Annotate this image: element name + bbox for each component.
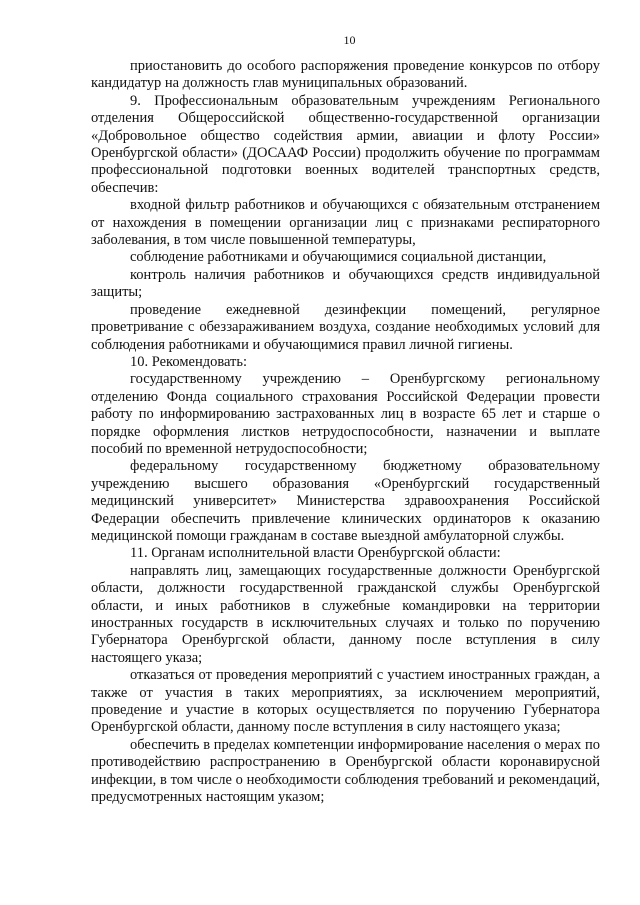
- paragraph-social-distance: соблюдение работниками и обучающимися социальной дистанции,: [130, 249, 547, 266]
- paragraph-medical-university: федеральному государственному бюджетному образовательному учреждению высшего образования «Оренбургский государственный медицинский университет» Министерства здравоохранения Российской Федерации обеспечить привлечение клинических ординаторов к оказанию медицинской помощи гражданам в составе выездной амбулаторной службы.: [91, 458, 600, 544]
- paragraph-9-dosaaf: 9. Профессиональным образовательным учреждениям Регионального отделения Общероссийской общественно-государственной организации «Добровольное общество содействия армии, авиации и флоту России» Оренбургской области» (ДОСААФ России) продолжить обучение по программам профессиональной подготовки военных водителей транспортных средств, обеспечив:: [91, 92, 600, 196]
- page-number: 10: [343, 33, 356, 47]
- paragraph-10-recommend: 10. Рекомендовать:: [130, 353, 248, 370]
- paragraph-entry-filter: входной фильтр работников и обучающихся с обязательным отстранением от нахождения в помещении организации лиц с признаками респираторного заболевания, в том числе повышенной температуры,: [91, 197, 600, 249]
- paragraph-ppe-control: контроль наличия работников и обучающихся средств индивидуальной защиты;: [91, 266, 600, 301]
- paragraph-foreign-events: отказаться от проведения мероприятий с участием иностранных граждан, а также от участия в таких мероприятиях, за исключением мероприятий, проведение и участие в которых осуществляется по поручению Губернатора Оренбургской области, данному после вступления в силу настоящего указа;: [91, 667, 600, 736]
- paragraph-social-insurance-fund: государственному учреждению – Оренбургскому региональному отделению Фонда социального страхования Российской Федерации провести работу по информированию застрахованных лиц в возрасте 65 лет и старше о порядке оформления листков нетрудоспособности, назначении и выплате пособий по временной нетрудоспособности;: [91, 371, 600, 457]
- document-body: [91, 58, 600, 806]
- paragraph-inform-population: обеспечить в пределах компетенции информирование населения о мерах по противодействию распространению в Оренбургской области коронавирусной инфекции, в том числе о необходимости соблюдения требований и рекомендаций, предусмотренных настоящим указом;: [91, 736, 600, 806]
- paragraph-suspend-competitions: приостановить до особого распоряжения проведение конкурсов по отбору кандидатур на должность глав муниципальных образований.: [91, 58, 600, 92]
- paragraph-business-trips: направлять лиц, замещающих государственные должности Оренбургской области, должности государственной гражданской службы Оренбургской области, и иных работников в служебные командировки на территории иностранных государств в исключительных случаях и только по поручению Губернатора Оренбургской области, данному после вступления в силу настоящего указа;: [91, 562, 600, 666]
- paragraph-disinfection: проведение ежедневной дезинфекции помещений, регулярное проветривание с обеззараживанием воздуха, создание необходимых условий для соблюдения работниками и обучающимися правил личной гигиены.: [91, 301, 600, 353]
- paragraph-11-executive-bodies: 11. Органам исполнительной власти Оренбургской области:: [130, 545, 501, 562]
